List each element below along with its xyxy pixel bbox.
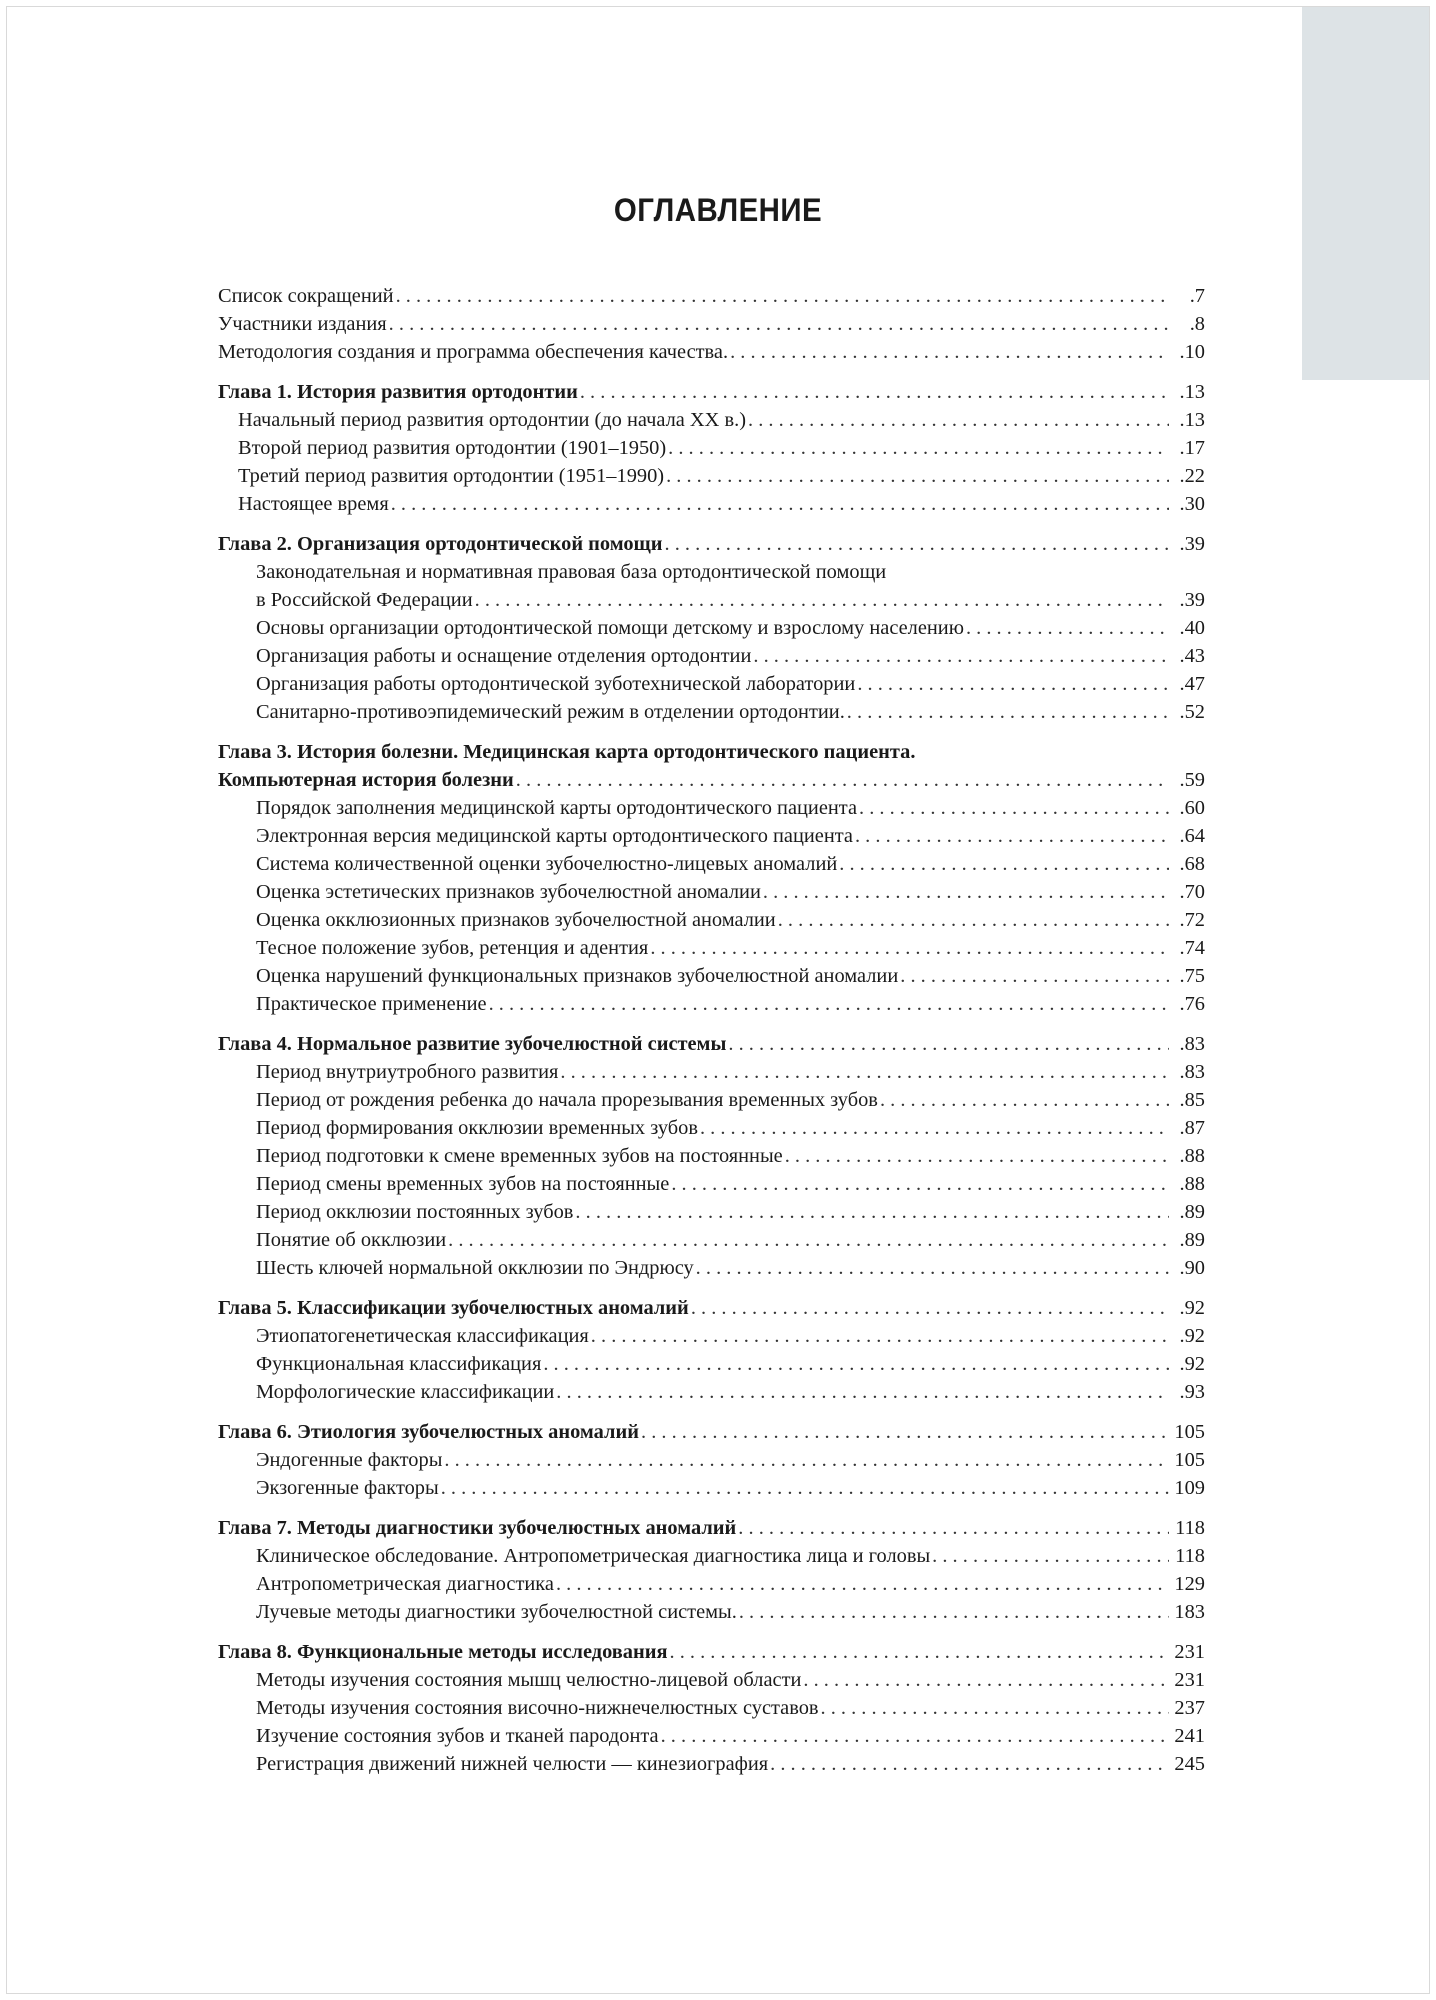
toc-entry[interactable] <box>218 1666 1205 1694</box>
toc-entry[interactable] <box>218 586 1205 614</box>
toc-dot-leader <box>839 850 1169 878</box>
toc-page-number: .17 <box>1179 437 1205 459</box>
toc-page-number: .88 <box>1179 1145 1205 1167</box>
toc-entry-title: Функциональная классификация <box>256 1353 542 1375</box>
toc-entry-title: Начальный период развития ортодонтии (до начала XX в.) <box>238 409 746 431</box>
toc-entry-title: Оценка окклюзионных признаков зубочелюстной аномалии <box>256 909 776 931</box>
toc-dot-leader <box>900 962 1169 990</box>
toc-page-number: 237 <box>1174 1697 1205 1719</box>
toc-dot-leader <box>580 378 1169 406</box>
toc-dot-leader <box>489 990 1169 1018</box>
toc-dot-leader <box>696 1254 1169 1282</box>
toc-entry[interactable] <box>218 642 1205 670</box>
toc-page-number: 118 <box>1175 1545 1205 1567</box>
toc-page-number: .87 <box>1179 1117 1205 1139</box>
toc-entry-title: Антропометрическая диагностика <box>256 1573 554 1595</box>
toc-chapter-entry[interactable] <box>218 1514 1205 1542</box>
toc-entry[interactable] <box>218 878 1205 906</box>
toc-entry[interactable] <box>218 1322 1205 1350</box>
toc-entry-title: Глава 4. Нормальное развитие зубочелюстной системы <box>218 1033 727 1055</box>
toc-page-number: .39 <box>1179 589 1205 611</box>
toc-entry-title: Глава 8. Функциональные методы исследования <box>218 1641 668 1663</box>
toc-page-number: .30 <box>1179 493 1205 515</box>
toc-page-number: .83 <box>1179 1033 1205 1055</box>
toc-page-number: 118 <box>1175 1517 1205 1539</box>
toc-entry-title: Компьютерная история болезни <box>218 769 514 791</box>
toc-page-number: 231 <box>1174 1669 1205 1691</box>
toc-entry[interactable] <box>218 794 1205 822</box>
toc-entry[interactable] <box>218 822 1205 850</box>
toc-entry[interactable] <box>218 1570 1205 1598</box>
toc-entry-title: Электронная версия медицинской карты ортодонтического пациента <box>256 825 853 847</box>
toc-dot-leader <box>591 1322 1169 1350</box>
toc-dot-leader <box>661 1722 1169 1750</box>
toc-entry-title: Практическое применение <box>256 993 487 1015</box>
toc-entry[interactable] <box>218 1086 1205 1114</box>
toc-chapter-entry[interactable] <box>218 1418 1205 1446</box>
group-gap <box>218 518 1205 530</box>
toc-page-number: .90 <box>1179 1257 1205 1279</box>
toc-entry-title: Организация работы и оснащение отделения ортодонтии <box>256 645 752 667</box>
toc-entry-title: Глава 3. История болезни. Медицинская карта ортодонтического пациента. <box>218 741 916 763</box>
toc-entry[interactable] <box>218 1542 1205 1570</box>
toc-entry[interactable] <box>218 1694 1205 1722</box>
toc-dot-leader <box>763 878 1169 906</box>
toc-entry[interactable] <box>218 906 1205 934</box>
toc-page-number: .43 <box>1179 645 1205 667</box>
group-gap <box>218 726 1205 738</box>
toc-entry-title: Основы организации ортодонтической помощи детскому и взрослому населению <box>256 617 964 639</box>
toc-page-number: .76 <box>1179 993 1205 1015</box>
table-of-contents <box>218 282 1205 1778</box>
toc-entry-title: Система количественной оценки зубочелюстно-лицевых аномалий <box>256 853 838 875</box>
toc-dot-leader <box>391 490 1169 518</box>
toc-entry-title: Лучевые методы диагностики зубочелюстной системы. <box>256 1601 737 1623</box>
toc-dot-leader <box>738 1514 1169 1542</box>
toc-page-number: .52 <box>1179 701 1205 723</box>
toc-page-number: .7 <box>1189 285 1205 307</box>
toc-entry[interactable] <box>218 558 1205 586</box>
toc-entry-title: Экзогенные факторы <box>256 1477 439 1499</box>
toc-page-number: 231 <box>1174 1641 1205 1663</box>
toc-chapter-entry[interactable] <box>218 530 1205 558</box>
toc-page-number: 245 <box>1174 1753 1205 1775</box>
toc-dot-leader <box>665 530 1169 558</box>
toc-chapter-entry[interactable] <box>218 738 1205 766</box>
toc-page-number: .13 <box>1179 381 1205 403</box>
toc-entry-title: Настоящее время <box>238 493 389 515</box>
toc-entry[interactable] <box>218 990 1205 1018</box>
toc-page-number: .60 <box>1179 797 1205 819</box>
group-gap <box>218 366 1205 378</box>
toc-entry[interactable] <box>218 1350 1205 1378</box>
toc-entry[interactable] <box>218 850 1205 878</box>
toc-page-number: .59 <box>1179 769 1205 791</box>
toc-dot-leader <box>739 1598 1169 1626</box>
toc-entry-title: Третий период развития ортодонтии (1951–1990) <box>238 465 665 487</box>
toc-entry-title: Изучение состояния зубов и тканей пародонта <box>256 1725 659 1747</box>
toc-entry[interactable] <box>218 406 1205 434</box>
toc-dot-leader <box>671 1170 1169 1198</box>
toc-entry-title: Клиническое обследование. Антропометрическая диагностика лица и головы <box>256 1545 931 1567</box>
toc-entry-title: Понятие об окклюзии <box>256 1229 447 1251</box>
toc-dot-leader <box>700 1114 1169 1142</box>
toc-dot-leader <box>803 1666 1169 1694</box>
toc-entry[interactable] <box>218 1142 1205 1170</box>
toc-entry-title: в Российской Федерации <box>256 589 473 611</box>
toc-entry[interactable] <box>218 1058 1205 1086</box>
toc-dot-leader <box>855 822 1169 850</box>
toc-entry-title: Период подготовки к смене временных зубов на постоянные <box>256 1145 783 1167</box>
group-gap <box>218 1626 1205 1638</box>
toc-dot-leader <box>441 1474 1169 1502</box>
toc-dot-leader <box>556 1570 1169 1598</box>
toc-entry-title: Организация работы ортодонтической зуботехнической лаборатории <box>256 673 856 695</box>
toc-page-number: .39 <box>1179 533 1205 555</box>
toc-page-number: .92 <box>1179 1325 1205 1347</box>
toc-dot-leader <box>516 766 1169 794</box>
toc-dot-leader <box>821 1694 1169 1722</box>
toc-entry-title: Регистрация движений нижней челюсти — кинезиография <box>256 1753 769 1775</box>
toc-entry-title: Методы изучения состояния височно-нижнечелюстных суставов <box>256 1697 819 1719</box>
toc-dot-leader <box>666 462 1169 490</box>
toc-entry[interactable] <box>218 490 1205 518</box>
toc-entry[interactable] <box>218 338 1205 366</box>
toc-dot-leader <box>748 406 1169 434</box>
group-gap <box>218 1018 1205 1030</box>
toc-chapter-entry[interactable] <box>218 1294 1205 1322</box>
toc-chapter-entry[interactable] <box>218 1030 1205 1058</box>
toc-entry-title: Санитарно-противоэпидемический режим в отделении ортодонтии. <box>256 701 845 723</box>
toc-entry-title: Глава 6. Этиология зубочелюстных аномалий <box>218 1421 639 1443</box>
toc-page-number: .10 <box>1179 341 1205 363</box>
toc-page-number: .74 <box>1179 937 1205 959</box>
toc-entry[interactable] <box>218 1226 1205 1254</box>
toc-dot-leader <box>396 282 1169 310</box>
toc-page-number: .83 <box>1179 1061 1205 1083</box>
toc-page-number: .93 <box>1179 1381 1205 1403</box>
toc-dot-leader <box>966 614 1169 642</box>
toc-entry-title: Тесное положение зубов, ретенция и адентия <box>256 937 649 959</box>
toc-entry-title: Оценка нарушений функциональных признаков зубочелюстной аномалии <box>256 965 899 987</box>
toc-entry-title: Глава 1. История развития ортодонтии <box>218 381 578 403</box>
toc-page-number: .89 <box>1179 1229 1205 1251</box>
toc-page-number: .13 <box>1179 409 1205 431</box>
toc-dot-leader <box>728 1030 1169 1058</box>
toc-entry[interactable] <box>218 1750 1205 1778</box>
toc-entry-title: Период внутриутробного развития <box>256 1061 559 1083</box>
toc-dot-leader <box>668 434 1169 462</box>
toc-dot-leader <box>857 670 1169 698</box>
toc-entry-title: Глава 7. Методы диагностики зубочелюстных аномалий <box>218 1517 737 1539</box>
toc-entry-title: Второй период развития ортодонтии (1901–1950) <box>238 437 667 459</box>
toc-page-number: .70 <box>1179 881 1205 903</box>
toc-page-number: 109 <box>1174 1477 1205 1499</box>
toc-entry[interactable] <box>218 1446 1205 1474</box>
toc-dot-leader <box>880 1086 1169 1114</box>
toc-page-number: 241 <box>1174 1725 1205 1747</box>
toc-entry[interactable] <box>218 1378 1205 1406</box>
toc-dot-leader <box>389 310 1169 338</box>
toc-dot-leader <box>575 1198 1169 1226</box>
toc-dot-leader <box>670 1638 1170 1666</box>
toc-page-number: .89 <box>1179 1201 1205 1223</box>
toc-entry[interactable] <box>218 1722 1205 1750</box>
toc-entry[interactable] <box>218 1474 1205 1502</box>
toc-entry-title: Оценка эстетических признаков зубочелюстной аномалии <box>256 881 761 903</box>
toc-entry-title: Период формирования окклюзии временных зубов <box>256 1117 698 1139</box>
toc-page-number: 183 <box>1174 1601 1205 1623</box>
toc-entry-title: Участники издания <box>218 313 387 335</box>
toc-page-number: .92 <box>1179 1353 1205 1375</box>
toc-entry-title: Глава 2. Организация ортодонтической помощи <box>218 533 663 555</box>
toc-page-number: .40 <box>1179 617 1205 639</box>
toc-dot-leader <box>444 1446 1169 1474</box>
toc-entry-title: Период смены временных зубов на постоянные <box>256 1173 670 1195</box>
toc-entry[interactable] <box>218 434 1205 462</box>
toc-dot-leader <box>859 794 1169 822</box>
toc-page-number: 105 <box>1174 1449 1205 1471</box>
toc-dot-leader <box>543 1350 1169 1378</box>
toc-dot-leader <box>770 1750 1169 1778</box>
page-title: ОГЛАВЛЕНИЕ <box>613 192 823 228</box>
toc-chapter-entry[interactable] <box>218 378 1205 406</box>
toc-page-number: 129 <box>1174 1573 1205 1595</box>
toc-dot-leader <box>730 338 1169 366</box>
toc-page-number: .64 <box>1179 825 1205 847</box>
toc-dot-leader <box>691 1294 1169 1322</box>
toc-entry[interactable] <box>218 282 1205 310</box>
toc-entry[interactable] <box>218 614 1205 642</box>
toc-dot-leader <box>641 1418 1169 1446</box>
toc-entry-title: Список сокращений <box>218 285 394 307</box>
toc-dot-leader <box>753 642 1169 670</box>
toc-dot-leader <box>847 698 1169 726</box>
toc-entry-title: Период окклюзии постоянных зубов <box>256 1201 574 1223</box>
toc-entry[interactable] <box>218 310 1205 338</box>
toc-page-number: .47 <box>1179 673 1205 695</box>
toc-entry-title: Методы изучения состояния мышц челюстно-лицевой области <box>256 1669 802 1691</box>
toc-dot-leader <box>448 1226 1169 1254</box>
toc-entry-title: Этиопатогенетическая классификация <box>256 1325 589 1347</box>
toc-entry[interactable] <box>218 1114 1205 1142</box>
toc-entry-title: Морфологические классификации <box>256 1381 555 1403</box>
toc-page-number: .75 <box>1179 965 1205 987</box>
toc-entry-title: Эндогенные факторы <box>256 1449 443 1471</box>
toc-entry-title: Шесть ключей нормальной окклюзии по Эндрюсу <box>256 1257 694 1279</box>
toc-dot-leader <box>785 1142 1169 1170</box>
toc-chapter-entry[interactable] <box>218 766 1205 794</box>
toc-dot-leader <box>778 906 1169 934</box>
toc-entry-title: Глава 5. Классификации зубочелюстных аномалий <box>218 1297 689 1319</box>
toc-dot-leader <box>556 1378 1169 1406</box>
toc-dot-leader <box>650 934 1169 962</box>
toc-entry[interactable] <box>218 670 1205 698</box>
group-gap <box>218 1282 1205 1294</box>
toc-entry[interactable] <box>218 1198 1205 1226</box>
toc-page-number: .88 <box>1179 1173 1205 1195</box>
toc-chapter-entry[interactable] <box>218 1638 1205 1666</box>
toc-entry[interactable] <box>218 1598 1205 1626</box>
toc-entry[interactable] <box>218 962 1205 990</box>
toc-page-number: .8 <box>1189 313 1205 335</box>
group-gap <box>218 1502 1205 1514</box>
toc-dot-leader <box>560 1058 1169 1086</box>
toc-page-number: .92 <box>1179 1297 1205 1319</box>
toc-page-number: .72 <box>1179 909 1205 931</box>
toc-page-number: .22 <box>1179 465 1205 487</box>
toc-page-number: .68 <box>1179 853 1205 875</box>
group-gap <box>218 1406 1205 1418</box>
toc-dot-leader <box>475 586 1169 614</box>
toc-page-number: .85 <box>1179 1089 1205 1111</box>
toc-page-number: 105 <box>1174 1421 1205 1443</box>
toc-entry[interactable] <box>218 1170 1205 1198</box>
toc-entry[interactable] <box>218 1254 1205 1282</box>
toc-entry-title: Порядок заполнения медицинской карты ортодонтического пациента <box>256 797 858 819</box>
toc-entry-title: Законодательная и нормативная правовая база ортодонтической помощи <box>256 561 887 583</box>
toc-dot-leader <box>932 1542 1169 1570</box>
toc-entry[interactable] <box>218 934 1205 962</box>
toc-entry-title: Период от рождения ребенка до начала прорезывания временных зубов <box>256 1089 878 1111</box>
toc-entry[interactable] <box>218 462 1205 490</box>
toc-entry[interactable] <box>218 698 1205 726</box>
toc-entry-title: Методология создания и программа обеспечения качества. <box>218 341 729 363</box>
